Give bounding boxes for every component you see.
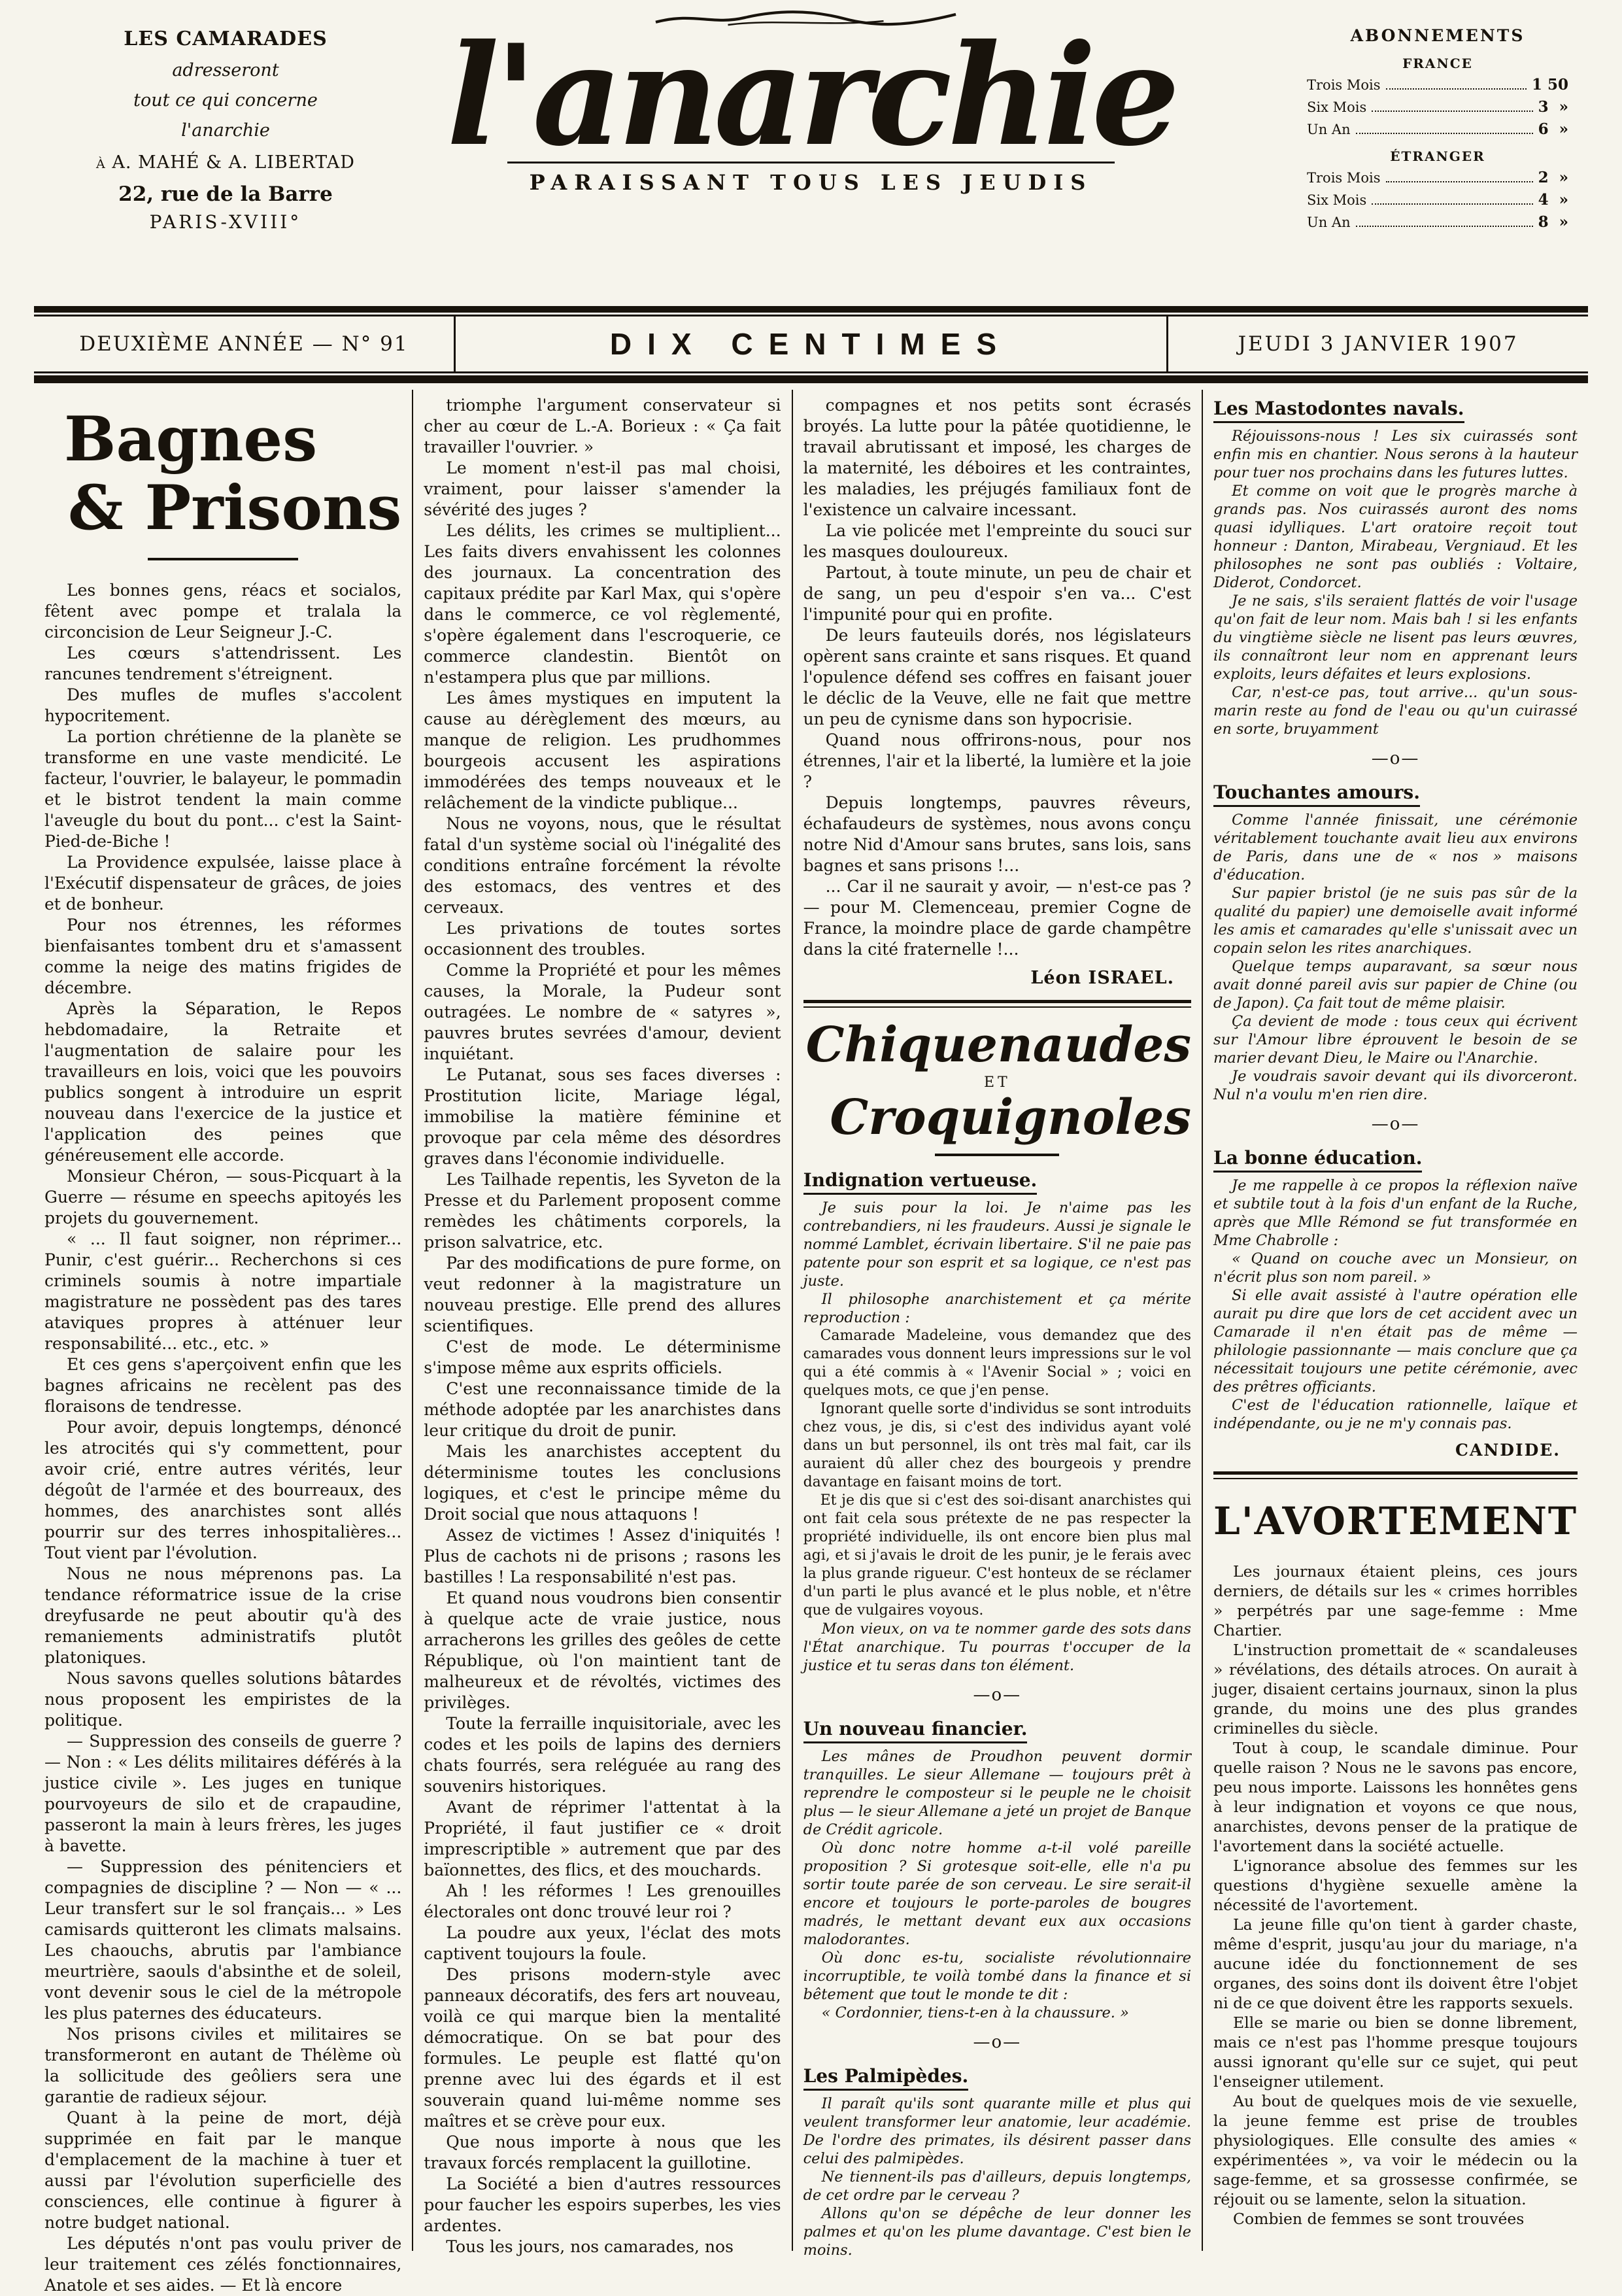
paragraph: Assez de victimes ! Assez d'iniquités ! Plus de cachots ni de prisons ; rasons les bastilles ! La responsabilité n'est pas.	[424, 1526, 781, 1586]
paragraph: Ça devient de mode : tous ceux qui écrivent sur l'Amour libre éprouvent le besoin de se marier devant Dieu, le Maire ou l'Anarchie.	[1213, 1013, 1578, 1067]
subscription-row	[1307, 191, 1568, 209]
paragraph: — Suppression des conseils de guerre ? — Non : « Les délits militaires déférés à la justice civile ». Les juges en tunique pourvoyeurs de silo et de crapaudine, passeront la main à leurs frères, les juges à bavette.	[44, 1731, 402, 1855]
paragraph: Tout à coup, le scandale diminue. Pour quelle raison ? Nous ne le savons pas encore, peu nous importe. Laissons les honnêtes gens à leur indignation et voyons ce que nous, anarchistes, devons penser de la pratique de l'avortement dans la société actuelle.	[1213, 1739, 1578, 1855]
paragraph: « Quand on couche avec un Monsieur, on n'écrit plus son nom pareil. »	[1213, 1250, 1578, 1286]
ornament-separator: —o—	[973, 2032, 1022, 2052]
correspondence-line: l'anarchie	[181, 120, 270, 141]
paragraph: Comme l'année finissait, une cérémonie véritablement touchante avait lieu aux environs de Paris, dans une de « nos » maisons d'éducation.	[1213, 812, 1578, 883]
heavy-rule	[34, 375, 1588, 383]
paragraph: La poudre aux yeux, l'éclat des mots captivent toujours la foule.	[424, 1923, 781, 1963]
paragraph: Ah ! les réformes ! Les grenouilles électorales ont donc trouvé leur roi ?	[424, 1881, 781, 1921]
paragraph: Je me rappelle à ce propos la réflexion naïve et subtile tout à la fois d'un enfant de la Ruche, après que Mlle Rémond se fut transformée en Mme Chabrolle :	[1213, 1177, 1578, 1249]
subhead-la-bonne-education: La bonne éducation.	[1213, 1147, 1578, 1169]
paragraph: Camarade Madeleine, vous demandez que des camarades vous donnent leurs impressions sur le vol qui a été commis à « l'Avenir Social » ; voici en quelques mots, ce que j'en pense.	[803, 1328, 1192, 1399]
paragraph: Mais les anarchistes acceptent du déterminisme toutes les conclusions logiques, et c'est le principe même du Droit social que nous attaquons !	[424, 1442, 781, 1524]
subscription-row	[1307, 169, 1568, 186]
column-2	[412, 390, 791, 2256]
ornament-separator: —o—	[1371, 749, 1420, 768]
correspondence-line: LES CAMARADES	[124, 27, 328, 50]
paragraph: Nous ne nous méprenons pas. La tendance réformatrice issue de la crise dreyfusarde ne peut aboutir qu'à des remaniements administratifs plutôt platoniques.	[44, 1564, 402, 1667]
paragraph: Au bout de quelques mois de vie sexuelle, la jeune femme est prise de troubles physiologiques. Elle consulte des amies « expérimentées », va voir le médecin ou la sage-femme, et sa grossesse confirmée, se réjouit ou se lamente, selon la situation.	[1213, 2092, 1578, 2208]
section-title-line: Croquignoles	[830, 1089, 1192, 1146]
paragraph: Où donc notre homme a-t-il volé pareille proposition ? Si grotesque soit-elle, elle n'a pu sortir toute parée de son cerveau. Le sire serait-il encore et toujours le porte-paroles de bougres madrés, le mettant devant eux aux occasions malodorantes.	[803, 1840, 1192, 1948]
paragraph: Monsieur Chéron, — sous-Picquart à la Guerre — résume en speechs apitoyés les projets du gouvernement.	[44, 1166, 402, 1227]
subscriptions-title: ABONNEMENTS	[1350, 26, 1525, 45]
paragraph: Mon vieux, on va te nommer garde des sots dans l'État anarchique. Tu pourras t'occuper de la justice et tu seras dans ton élément.	[803, 1620, 1192, 1674]
author-signature: CANDIDE.	[1455, 1441, 1561, 1460]
dateline-date: JEUDI 3 JANVIER 1907	[1238, 332, 1519, 356]
paragraph: Il paraît qu'ils sont quarante mille et plus qui veulent transformer leur anatomie, leur académie. De l'ordre des primates, ils désirent passer dans celui des palmipèdes.	[803, 2095, 1192, 2167]
dateline-bar	[34, 315, 1588, 373]
dotted-leader	[1386, 88, 1527, 90]
address-line: 22, rue de la Barre	[118, 182, 333, 206]
paragraph: Nous savons quelles solutions bâtardes nous proposent les empiristes de la politique.	[44, 1668, 402, 1730]
paragraph: Pour avoir, depuis longtemps, dénoncé les atrocités qui s'y commettent, pour avoir crié, entre autres vérités, leur dégoût de l'armée et des bourreaux, des hommes, des anarchistes sont allés pourrir sur des terres inhospitalières... Tout vient par l'évolution.	[44, 1417, 402, 1562]
subscription-row	[1307, 76, 1568, 94]
title-rule	[935, 1154, 1059, 1156]
dotted-leader	[1372, 203, 1532, 205]
paragraph: Des mufles de mufles s'accolent hypocritement.	[44, 685, 402, 725]
subscription-term: Six Mois	[1307, 99, 1367, 115]
dotted-leader	[1356, 133, 1533, 134]
section-title-line: ET	[983, 1074, 1011, 1091]
correspondence-line: à A. MAHÉ & A. LIBERTAD	[96, 152, 355, 173]
paragraph: Les bonnes gens, réacs et socialos, fêtent avec pompe et tralala la circoncision de Leur Seigneur J.-C.	[44, 580, 402, 642]
paragraph: La portion chrétienne de la planète se transforme en une vaste mendicité. Le facteur, l'ouvrier, le balayeur, le pommadin et le bistrot tendent la main comme l'aveugle du bout du pont... c'est la Saint-Pied-de-Biche !	[44, 727, 402, 851]
subhead-un-nouveau-financier: Un nouveau financier.	[803, 1718, 1191, 1739]
paragraph: Avant de réprimer l'attentat à la Propriété, il faut justifier ce « droit imprescriptible » autrement que par des baïonnettes, des flics, et des mouchards.	[424, 1798, 781, 1879]
article-title-bagnes-et-prisons	[44, 403, 402, 545]
title-line: Bagnes	[64, 403, 318, 475]
tagline: PARAISSANT TOUS LES JEUDIS	[507, 162, 1115, 195]
subhead-les-palmipedes: Les Palmipèdes.	[803, 2065, 1191, 2087]
paragraph: De leurs fauteuils dorés, nos législateurs opèrent sans crainte et sans risques. Et quand l'opulence défend ses coffres en faisant jouer le déclic de la Veuve, elle ne fait que mettre un peu de cynisme dans son hypocrisie.	[803, 626, 1192, 728]
ornament-separator: —o—	[1371, 1114, 1420, 1134]
subscription-term: Trois Mois	[1307, 77, 1381, 93]
paragraph: Que nous importe à nous que les travaux forcés remplacent la guillotine.	[424, 2133, 781, 2172]
paragraph: Pour nos étrennes, les réformes bienfaisantes tombent dru et s'amassent comme la neige des matins frigides de décembre.	[44, 915, 402, 997]
paragraph: Partout, à toute minute, un peu de chair et de sang, un peu d'espoir s'en va... C'est l'impunité pour qui en profite.	[803, 563, 1192, 624]
heavy-rule	[34, 306, 1588, 313]
section-title-chiquenaudes	[803, 1017, 1192, 1156]
paragraph: — Suppression des pénitenciers et compagnies de discipline ? — Non — « ... Leur transfert sur le sol français... » Les camisards quitteront les climats malsains. Les chaouchs, abrutis par l'ambiance meurtrière, saouls d'absinthe et de soleil, vont devenir sous le ciel de la métropole les plus paternes des éducateurs.	[44, 1857, 402, 2023]
paragraph: Des prisons modern-style avec panneaux décoratifs, des fers art nouveau, voilà ce qui marque bien la mentalité démocratique. On se bat pour des formules. Le peuple est flatté qu'on prenne avec lui des égards et il est souverain quand lui-même nomme ses maîtres et se crève pour eux.	[424, 1965, 781, 2131]
paragraph: Si elle avait assisté à l'autre opération elle aurait pu dire que lors de cet accident avec un Camarade il n'en était pas de même — philologie passionnante — mais conclure que ça nécessitait toujours une petite cérémonie, avec des prêtres officiants.	[1213, 1287, 1578, 1396]
paragraph: Il philosophe anarchistement et ça mérite reproduction :	[803, 1291, 1192, 1326]
correspondence-block	[72, 27, 379, 233]
paragraph: Je suis pour la loi. Je n'aime pas les contrebandiers, ni les fraudeurs. Aussi je signale le nommé Lamblet, écrivain libertaire. S'il ne paie pas patente pour son esprit et sa logique, ce n'est pas juste.	[803, 1199, 1192, 1290]
subscription-term: Trois Mois	[1307, 170, 1381, 186]
paragraph: « Cordonnier, tiens-t-en à la chaussure. »	[821, 2004, 1129, 2021]
paragraph: Et ces gens s'aperçoivent enfin que les bagnes africains ne recèlent pas des floraisons de tendresse.	[44, 1354, 402, 1416]
paragraph: Le moment n'est-il pas mal choisi, vraiment, pour laisser s'amender la sévérité des juges ?	[424, 458, 781, 519]
paragraph: Ignorant quelle sorte d'individus se sont introduits chez vous, je dis, si c'est des individus ayant volé dans un but personnel, ils ont très mal fait, car ils auraient dû aller chez des bourgeois y prendre davantage en faisant moins de tort.	[803, 1401, 1192, 1490]
paragraph: Elle se marie ou bien se donne librement, mais ce n'est pas l'homme presque toujours aussi ignorant qu'elle sur ce sujet, qui peut l'enseigner utilement.	[1213, 2013, 1578, 2091]
paragraph: Les âmes mystiques en imputent la cause au dérèglement des mœurs, au manque de religion. Les prudhommes bourgeois accusent les aspirations immodérées des temps nouveaux et le relâchement de la vindicte publique...	[424, 689, 781, 812]
paragraph: C'est une reconnaissance timide de la méthode adoptée par les anarchistes dans leur critique du droit de punir.	[424, 1379, 781, 1440]
paragraph: Quand nous offrirons-nous, pour nos étrennes, l'air et la liberté, la lumière et la joie ?	[803, 730, 1192, 791]
article-title-avortement: L'AVORTEMENT	[1213, 1499, 1578, 1543]
subscription-row	[1307, 98, 1568, 116]
correspondence-line: adresseront	[172, 60, 279, 80]
paragraph: Les députés n'ont pas voulu priver de leur traitement ces zélés fonctionnaires, Anatole et ses aides. — Et là encore	[44, 2233, 402, 2295]
paragraph: Après la Séparation, le Repos hebdomadaire, la Retraite et l'augmentation de salaire pour les travailleurs en lois, voici que les pouvoirs publics songent à introduire un esprit nouveau dans l'exercice de la justice et l'application des peines que généreusement elle accorde.	[44, 999, 402, 1165]
title-rule	[148, 558, 298, 560]
paragraph: Les délits, les crimes se multiplient... Les faits divers envahissent les colonnes des journaux. La concentration des capitaux prédite par Karl Max, qui s'opère dans le commerce, ce vol règlementé, s'opère également dans l'escroquerie, ce commerce clandestin. Bientôt on n'estampera plus que par millions.	[424, 521, 781, 687]
paragraph: compagnes et nos petits sont écrasés broyés. La lutte pour la pâtée quotidienne, le travail abrutissant et imposé, les charges de la maternité, les déboires et les contraintes, les maladies, les préjugés familiaux font de l'existence un calvaire incessant.	[803, 396, 1192, 519]
subhead-indignation-vertueuse: Indignation vertueuse.	[803, 1169, 1191, 1191]
dateline-issue: DEUXIÈME ANNÉE — N° 91	[79, 332, 409, 356]
paragraph: Et je dis que si c'est des soi-disant anarchistes qui ont fait cela sous prétexte de ne pas respecter la propriété individuelle, ils ont encore bien plus mal agi, et si j'avais le droit de les punir, je le ferais avec la plus grande rigueur. C'est honteux de se réclamer d'un parti le plus avancé et le plus noble, et n'être que de vulgaires voyous.	[803, 1492, 1192, 1619]
section-divider-rule	[803, 1000, 1191, 1008]
paragraph: La Société a bien d'autres ressources pour faucher les espoirs superbes, les vies ardentes.	[424, 2174, 781, 2235]
paragraph: Depuis longtemps, pauvres rêveurs, échafaudeurs de systèmes, nous avons conçu notre Nid d'Amour sans brutes, sans lois, sans bagnes et sans prisons !...	[803, 793, 1192, 875]
paragraph: Allons qu'on se dépêche de leur donner les palmes et qu'on les plume davantage. C'est bien le moins.	[803, 2205, 1192, 2259]
paragraph: C'est de l'éducation rationnelle, laïque et indépendante, ou je ne m'y connais pas.	[1213, 1397, 1578, 1432]
dotted-leader	[1386, 181, 1533, 182]
paragraph: Quelque temps auparavant, sa sœur nous avait donné pareil avis sur papier de Chine (ou de Japon). Ça fait tout de même plaisir.	[1213, 958, 1578, 1012]
subscription-price: 2 »	[1538, 169, 1568, 186]
paragraph: Comme la Propriété et pour les mêmes causes, la Morale, la Pudeur sont outragées. Le nombre de « satyres », pauvres brutes sevrées d'amour, devient inquiétant.	[424, 961, 781, 1063]
paragraph: Tous les jours, nos camarades, nos	[446, 2237, 734, 2256]
column-1	[34, 390, 412, 2295]
subscription-term: Un An	[1307, 214, 1351, 230]
paragraph: Je voudrais savoir devant qui ils divorceront. Nul n'a voulu m'en rien dire.	[1213, 1068, 1578, 1103]
subhead-les-mastodontes-navals: Les Mastodontes navals.	[1213, 398, 1578, 419]
subscription-term: Un An	[1307, 122, 1351, 137]
dotted-leader	[1356, 226, 1533, 227]
paragraph: Car, n'est-ce pas, tout arrive... qu'un sous-marin reste au fond de l'eau ou qu'un cuirassé en sorte, bruyamment	[1213, 684, 1578, 738]
title-line: & Prisons	[67, 472, 402, 545]
subscription-row	[1307, 120, 1568, 138]
subscription-price: 8 »	[1538, 213, 1568, 231]
paragraph: Les cœurs s'attendrissent. Les rancunes tendrement s'étreignent.	[44, 643, 402, 683]
paragraph: L'ignorance absolue des femmes sur les questions d'hygiène sexuelle amène la nécessité de l'avortement.	[1213, 1857, 1578, 1914]
paragraph: ... Car il ne saurait y avoir, — n'est-ce pas ? — pour M. Clemenceau, premier Cogne de France, la moindre place de garde champêtre dans la cité fraternelle !...	[803, 877, 1192, 959]
subscription-term: Six Mois	[1307, 192, 1367, 208]
paragraph: Le Putanat, sous ses faces diverses : Prostitution licite, Mariage légal, immobilise la matière féminine et provoque par cela même des désordres graves dans l'économie individuelle.	[424, 1065, 781, 1168]
paragraph: La vie policée met l'empreinte du souci sur les masques douloureux.	[803, 521, 1192, 561]
dotted-leader	[1372, 111, 1532, 112]
subhead-touchantes-amours: Touchantes amours.	[1213, 781, 1578, 803]
section-title-line: Chiquenaudes	[805, 1017, 1192, 1073]
subscription-price: 3 »	[1538, 98, 1568, 116]
paragraph: Les journaux étaient pleins, ces jours derniers, de détails sur les « crimes horribles » perpétrés par une sage-femme : Mme Chartier.	[1213, 1562, 1578, 1639]
paragraph: Toute la ferraille inquisitoriale, avec les codes et les poils de lapins des derniers chats fourrés, sera reléguée au rang des souvenirs historiques.	[424, 1714, 781, 1796]
column-3	[792, 390, 1202, 2259]
paragraph: La Providence expulsée, laisse place à l'Exécutif dispensateur de grâces, de joies et de bonheur.	[44, 852, 402, 914]
paragraph: La jeune fille qu'on tient à garder chaste, même d'esprit, jusqu'au jour du mariage, n'a aucune idée du fonctionnement de ses organes, des soins dont ils doivent être l'objet ni de ce que doivent être les rapports sexuels.	[1213, 1915, 1578, 2012]
paragraph: « ... Il faut soigner, non réprimer... Punir, c'est guérir... Recherchons si ces criminels soumis à notre impartiale magistrature ne possèdent pas des tares ataviques propres à atténuer leur responsabilité... etc., etc. »	[44, 1229, 402, 1353]
dateline-price: DIX CENTIMES	[454, 317, 1168, 371]
paragraph: Réjouissons-nous ! Les six cuirassés sont enfin mis en chantier. Nous serons à la hauteur pour tuer nos prochains dans les futures luttes.	[1213, 428, 1578, 481]
author-signature: Léon ISRAEL.	[1030, 968, 1175, 988]
article-columns	[34, 390, 1588, 2295]
paragraph: Les Tailhade repentis, les Syveton de la Presse et du Parlement proposent comme remèdes les châtiments corporels, la prison salvatrice, etc.	[424, 1170, 781, 1252]
subscription-row	[1307, 213, 1568, 231]
subscriptions-group-label: ÉTRANGER	[1390, 148, 1485, 164]
paragraph: Les privations de toutes sortes occasionnent des troubles.	[424, 919, 781, 959]
subscriptions-box	[1307, 26, 1568, 231]
masthead	[34, 0, 1588, 306]
masthead-title-block	[400, 0, 1222, 195]
paragraph: Et comme on voit que le progrès marche à grands pas. Nos cuirassés auront des noms quasi idylliques. L'art oratoire reçoit tout honneur : Danton, Mirabeau, Vergniaud. Et les philosophes ne sont pas oubliés : Voltaire, Diderot, Condorcet.	[1213, 483, 1578, 591]
column-4	[1202, 390, 1588, 2251]
subscription-price: 1 50	[1531, 76, 1568, 94]
correspondence-line: tout ce qui concerne	[133, 90, 318, 111]
newspaper-title: l'anarchie	[447, 14, 1175, 177]
paragraph: Ne tiennent-ils pas d'ailleurs, depuis longtemps, de cet ordre par le cerveau ?	[803, 2168, 1192, 2204]
subscription-price: 4 »	[1538, 191, 1568, 209]
paragraph: triomphe l'argument conservateur si cher au cœur de L.-A. Borieux : « Ça fait travailler l'ouvrier. »	[424, 396, 781, 456]
paragraph: L'instruction promettait de « scandaleuses » révélations, des détails atroces. On aurait à juger, disaient certains journaux, sinon la plus grande, du moins une des plus grandes criminelles du siècle.	[1213, 1641, 1578, 1738]
subscription-price: 6 »	[1538, 120, 1568, 138]
paragraph: Les mânes de Proudhon peuvent dormir tranquilles. Le sieur Allemane — toujours prêt à reprendre le composteur si le peuple ne le choisit plus — le sieur Allemane a jeté un projet de Banque de Crédit agricole.	[803, 1748, 1192, 1838]
address-line: PARIS-XVIII°	[149, 211, 302, 233]
ornament-separator: —o—	[973, 1685, 1022, 1705]
paragraph: Sur papier bristol (je ne suis pas sûr de la qualité du papier) une demoiselle avait informé les amis et camarades qu'elle s'unissait avec un copain selon les rites anarchiques.	[1213, 885, 1578, 957]
paragraph: Je ne sais, s'ils seraient flattés de voir l'usage qu'on fait de leur nom. Mais bah ! si les enfants du vingtième siècle ne lisent pas leurs œuvres, ils connaîtront leur nom en apprenant leurs exploits, leurs défaites et leurs explosions.	[1213, 592, 1578, 683]
paragraph: Quant à la peine de mort, déjà supprimée en fait par le manque d'emplacement de la machine à tuer et aussi par l'évolution superficielle des consciences, elle continue à figurer à notre budget national.	[44, 2108, 402, 2232]
paragraph: Combien de femmes se sont trouvées	[1233, 2210, 1525, 2228]
paragraph: C'est de mode. Le déterminisme s'impose même aux esprits officiels.	[424, 1337, 781, 1377]
paragraph: Nous ne voyons, nous, que le résultat fatal d'un système social où l'inégalité des conditions entraîne forcément la révolte des estomacs, des ventres et des cerveaux.	[424, 814, 781, 917]
paragraph: Et quand nous voudrons bien consentir à quelque acte de vraie justice, nous arracherons les grilles des geôles de cette République, où l'on maintient tant de malheureux et de révoltés, victimes des privilèges.	[424, 1588, 781, 1712]
paragraph: Nos prisons civiles et militaires se transformeront en autant de Thélème où la sollicitude des geôliers sera une garantie de radieux séjour.	[44, 2024, 402, 2106]
paragraph: Par des modifications de pure forme, on veut redonner à la magistrature un nouveau prestige. Elle prend des allures scientifiques.	[424, 1254, 781, 1335]
subscriptions-group-label: FRANCE	[1402, 56, 1473, 71]
paragraph: Où donc es-tu, socialiste révolutionnaire incorruptible, te voilà tombé dans la finance et si bêtement que tout le monde te dit :	[803, 1949, 1192, 2003]
section-divider-rule	[1213, 1471, 1578, 1479]
